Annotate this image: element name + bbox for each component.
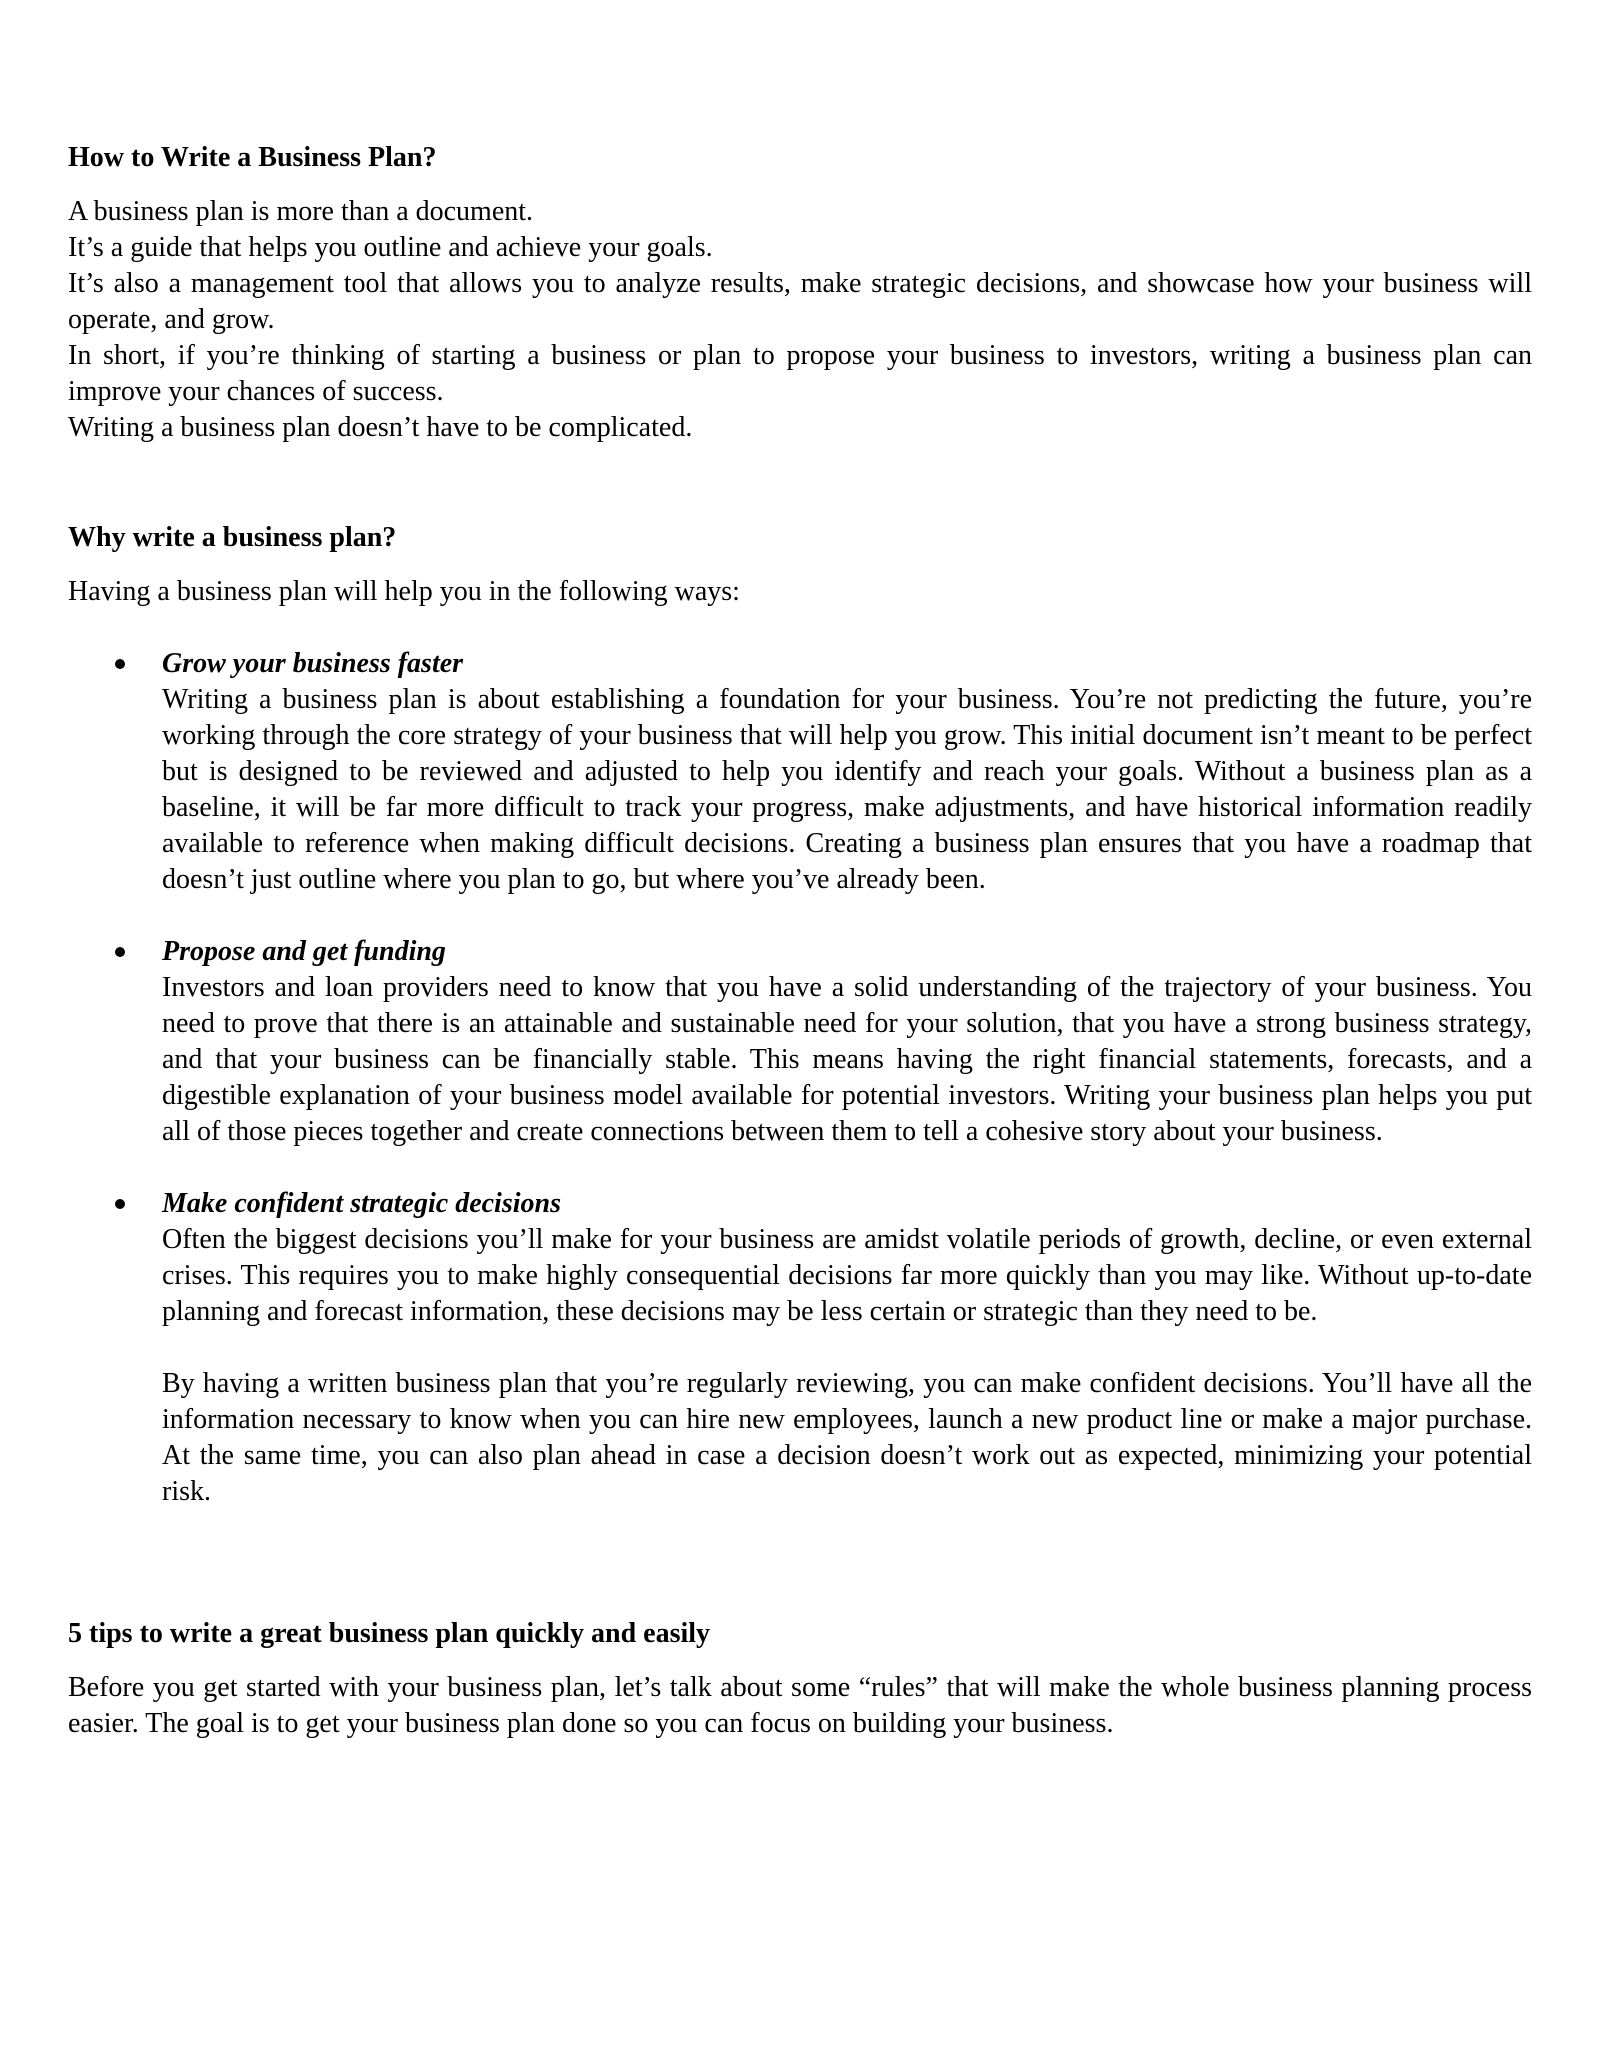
bullet-body: Investors and loan providers need to know that you have a solid understanding of the trajectory of your business. You need to prove that there is an attainable and sustainable need for your solution, that you have a strong business strategy, and that your business can be financially stable. This means having the right financial statements, forecasts, and a digestible explanation of your business model available for potential investors. Writing your business plan helps you put all of those pieces together and create connections between them to tell a cohesive story about your business. xyxy=(162,972,1532,1147)
intro-line: It’s a guide that helps you outline and achieve your goals. xyxy=(68,232,713,263)
bullet-body: Writing a business plan is about establishing a foundation for your business. You’re not predicting the future, you’re working through the core strategy of your business that will help you grow. This initial document isn’t meant to be perfect but is designed to be reviewed and adjusted to help you identify and reach your goals. Without a business plan as a baseline, it will be far more difficult to track your progress, make adjustments, and have historical information readily available to reference when making difficult decisions. Creating a business plan ensures that you have a roadmap that doesn’t just outline where you plan to go, but where you’ve already been. xyxy=(162,684,1532,895)
spacer xyxy=(68,1652,1532,1670)
tips-heading: 5 tips to write a great business plan quickly and easily xyxy=(68,1618,711,1649)
bullet-title: Make confident strategic decisions xyxy=(162,1188,561,1219)
list-item xyxy=(68,646,1532,898)
benefits-list xyxy=(68,646,1532,1510)
bullet-icon xyxy=(115,947,125,957)
list-item xyxy=(68,934,1532,1150)
spacer xyxy=(68,556,1532,574)
spacer xyxy=(68,1510,1532,1616)
why-lead: Having a business plan will help you in the following ways: xyxy=(68,576,740,607)
spacer xyxy=(68,176,1532,194)
bullet-body: By having a written business plan that you’re regularly reviewing, you can make confident decisions. You’ll have all the information necessary to know when you can hire new employees, launch a new product line or make a major purchase. At the same time, you can also plan ahead in case a decision doesn’t work out as expected, minimizing your potential risk. xyxy=(162,1368,1532,1507)
tips-body: Before you get started with your business plan, let’s talk about some “rules” that will make the whole business planning process easier. The goal is to get your business plan done so you can focus on building your business. xyxy=(68,1672,1532,1739)
spacer xyxy=(68,446,1532,520)
bullet-title: Grow your business faster xyxy=(162,648,464,679)
intro-heading: How to Write a Business Plan? xyxy=(68,142,437,173)
bullet-title: Propose and get funding xyxy=(162,936,446,967)
list-item xyxy=(68,1186,1532,1510)
bullet-icon xyxy=(115,659,125,669)
intro-text xyxy=(68,194,1532,446)
intro-line: Writing a business plan doesn’t have to be complicated. xyxy=(68,412,693,443)
spacer xyxy=(68,898,1532,934)
spacer xyxy=(68,1150,1532,1186)
bullet-body: Often the biggest decisions you’ll make for your business are amidst volatile periods of growth, decline, or even external crises. This requires you to make highly consequential decisions far more quickly than you may like. Without up-to-date planning and forecast information, these decisions may be less certain or strategic than they need to be. xyxy=(162,1224,1532,1327)
document-page xyxy=(68,140,1532,1742)
intro-line: It’s also a management tool that allows you to analyze results, make strategic decisions, and showcase how your business will operate, and grow. xyxy=(68,268,1532,335)
spacer xyxy=(162,1330,1532,1366)
why-heading: Why write a business plan? xyxy=(68,522,397,553)
intro-line: A business plan is more than a document. xyxy=(68,196,534,227)
intro-line: In short, if you’re thinking of starting a business or plan to propose your business to investors, writing a business plan can improve your chances of success. xyxy=(68,340,1532,407)
spacer xyxy=(68,610,1532,646)
bullet-icon xyxy=(115,1199,125,1209)
